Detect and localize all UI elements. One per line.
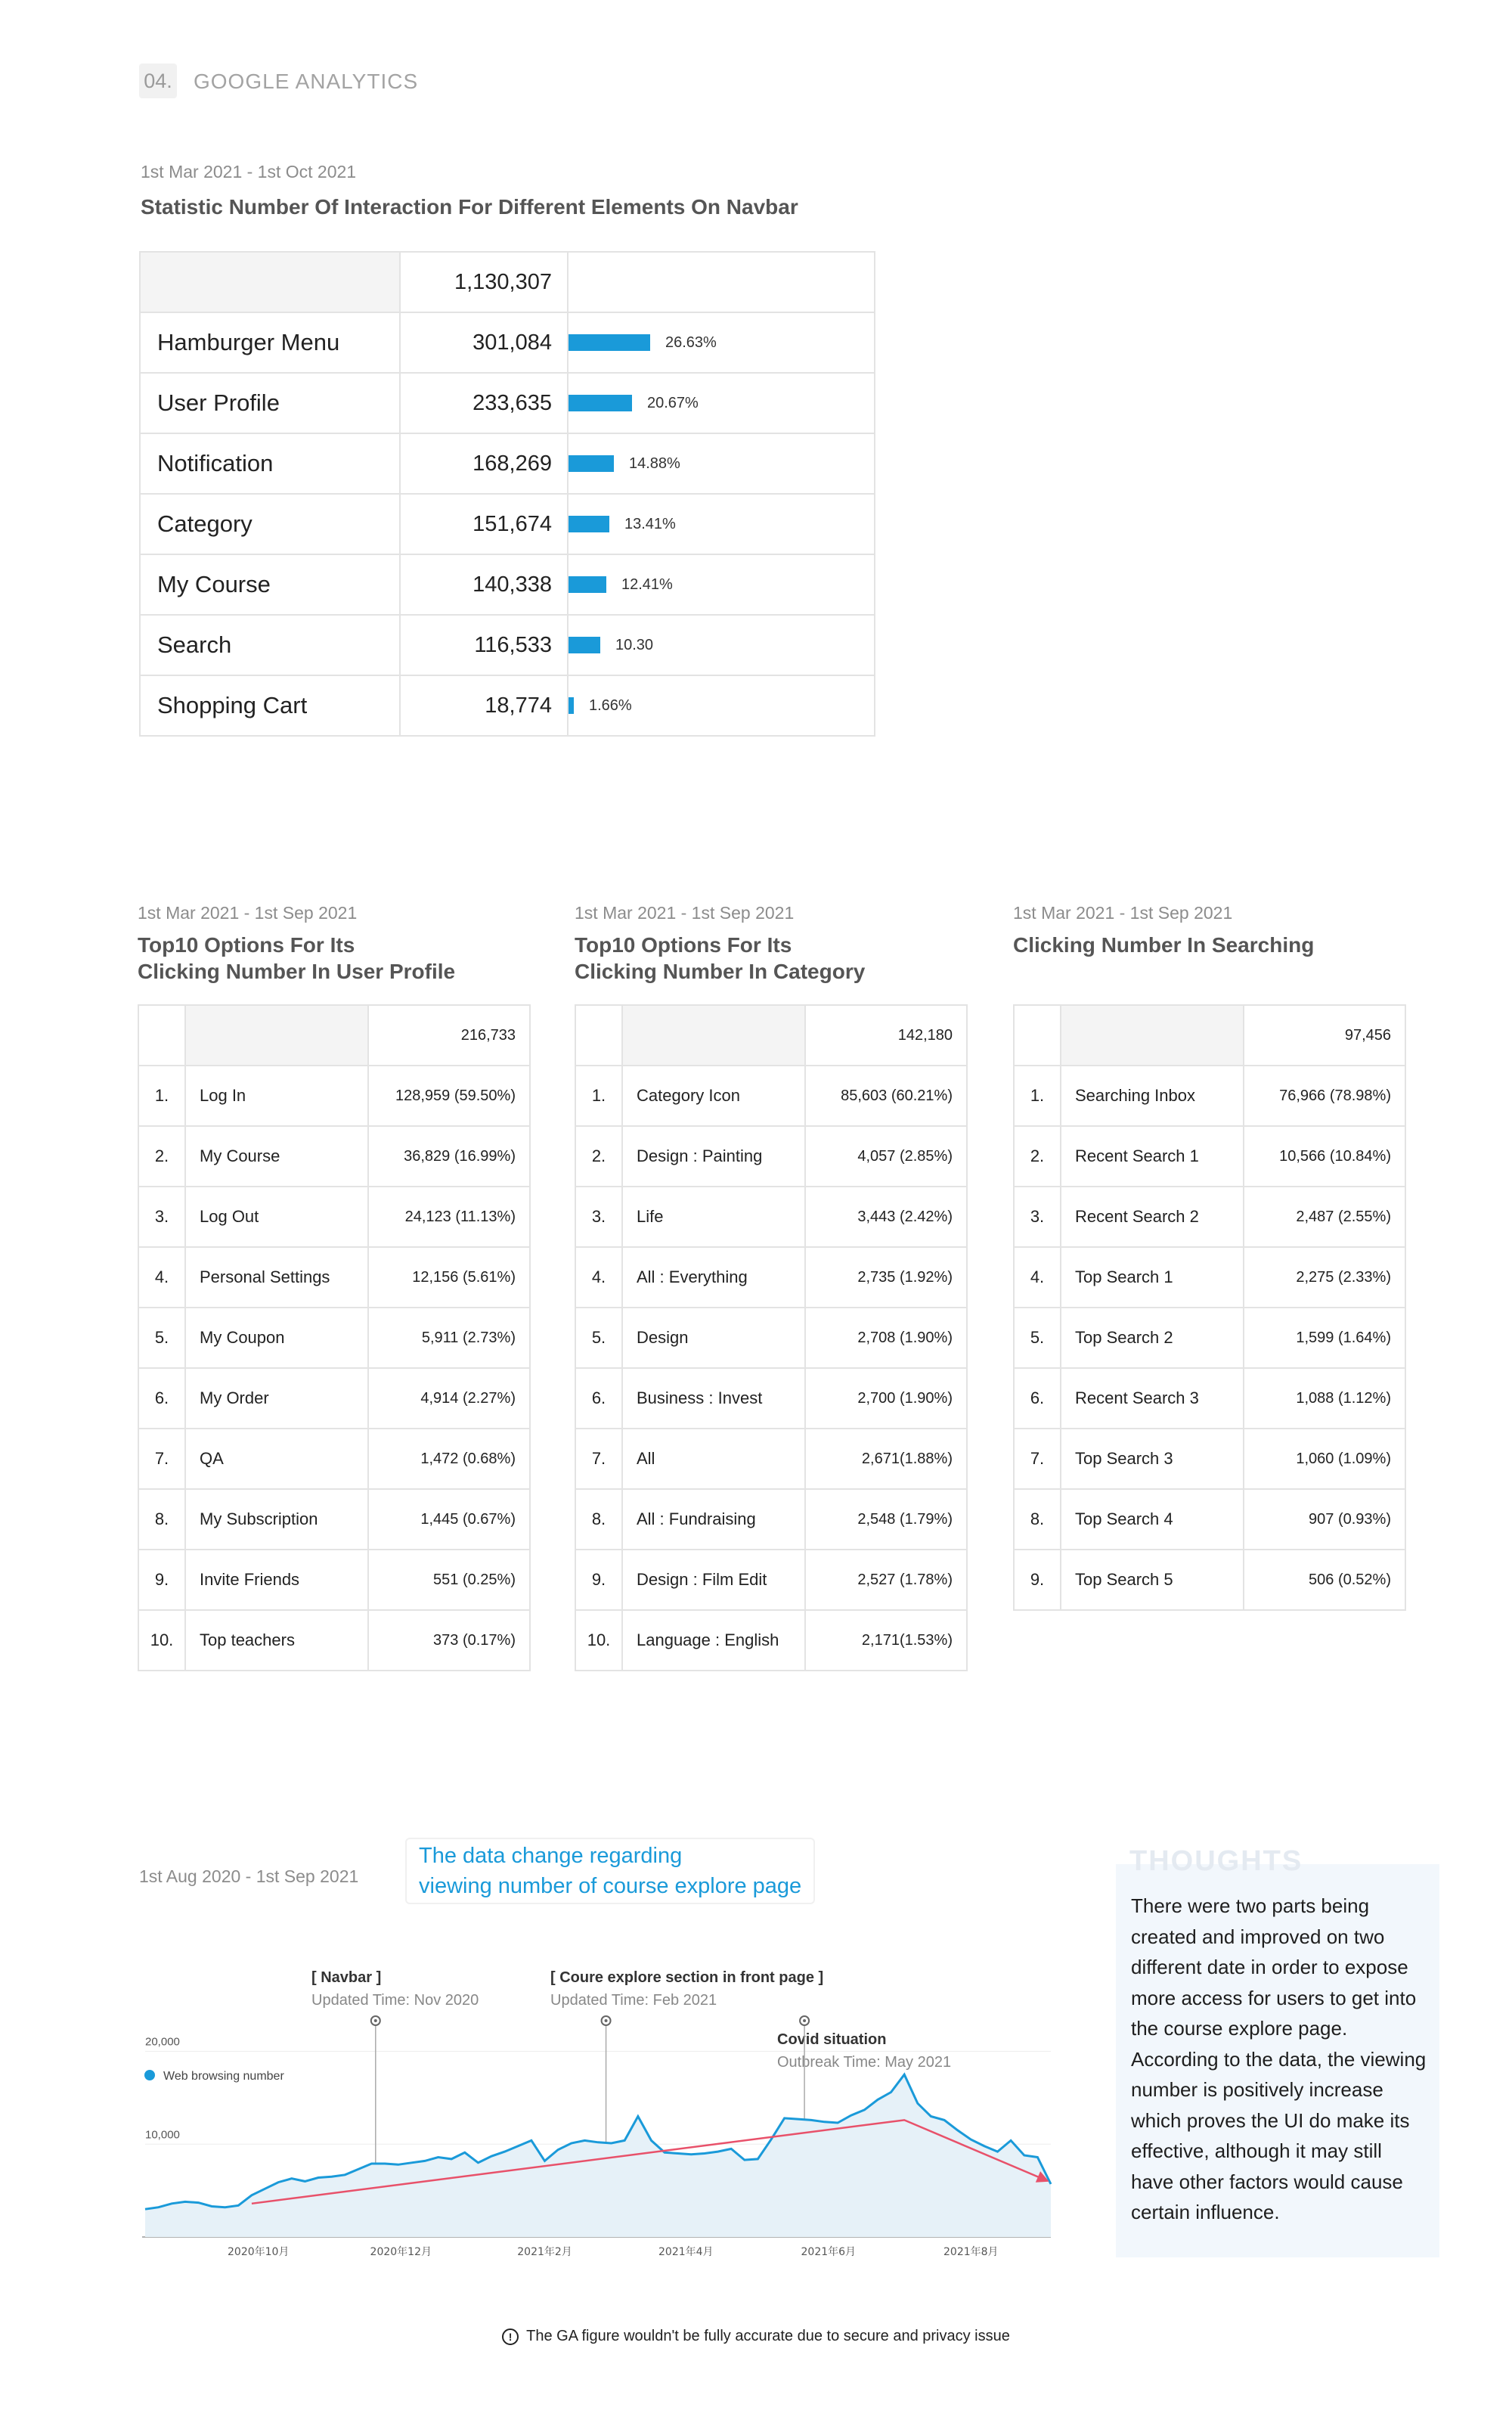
navbar-stats-table	[139, 251, 875, 737]
header-cell	[185, 1005, 368, 1066]
row-rank: 10.	[575, 1610, 622, 1671]
row-name: All : Everything	[622, 1247, 805, 1308]
table-row	[140, 494, 875, 554]
row-value: 1,445 (0.67%)	[368, 1489, 530, 1550]
row-name: Top Search 4	[1061, 1489, 1244, 1550]
row-rank: 8.	[138, 1489, 185, 1550]
legend-label: Web browsing number	[163, 2070, 284, 2083]
trend-line-chart	[129, 2012, 1066, 2269]
row-rank: 8.	[1014, 1489, 1061, 1550]
annotation-sub: Updated Time: Feb 2021	[550, 1992, 717, 2009]
row-name: Top Search 5	[1061, 1550, 1244, 1610]
row-value: 4,057 (2.85%)	[805, 1126, 967, 1187]
row-value: 1,599 (1.64%)	[1244, 1308, 1405, 1368]
trend-date: 1st Aug 2020 - 1st Sep 2021	[139, 1866, 359, 1886]
row-rank: 2.	[138, 1126, 185, 1187]
row-rank: 7.	[575, 1429, 622, 1489]
row-name: Business : Invest	[622, 1368, 805, 1429]
table-row	[1014, 1308, 1405, 1368]
row-bar-cell	[568, 312, 875, 373]
table-row	[575, 1187, 967, 1247]
row-value: 2,275 (2.33%)	[1244, 1247, 1405, 1308]
row-name: Design : Painting	[622, 1126, 805, 1187]
row-rank: 4.	[575, 1247, 622, 1308]
table-row	[138, 1308, 530, 1368]
row-name: All	[622, 1429, 805, 1489]
top-options-table-user-profile	[138, 1004, 531, 1671]
navbar-stats-date: 1st Mar 2021 - 1st Oct 2021	[141, 162, 357, 182]
row-name: All : Fundraising	[622, 1489, 805, 1550]
row-bar-cell	[568, 373, 875, 433]
table-row	[1014, 1429, 1405, 1489]
row-rank: 10.	[138, 1610, 185, 1671]
table-header-row	[138, 1005, 530, 1066]
row-rank: 4.	[1014, 1247, 1061, 1308]
row-rank: 7.	[1014, 1429, 1061, 1489]
table-row	[575, 1368, 967, 1429]
info-icon: !	[502, 2328, 519, 2345]
header-cell	[140, 252, 400, 312]
row-value: 233,635	[400, 373, 568, 433]
row-bar-cell	[568, 433, 875, 494]
row-label: Hamburger Menu	[140, 312, 400, 373]
table-row	[138, 1187, 530, 1247]
row-name: Searching Inbox	[1061, 1066, 1244, 1126]
row-rank: 9.	[1014, 1550, 1061, 1610]
table-row	[1014, 1066, 1405, 1126]
row-name: Personal Settings	[185, 1247, 368, 1308]
table-title	[575, 932, 865, 985]
row-value: 5,911 (2.73%)	[368, 1308, 530, 1368]
header-cell	[575, 1005, 622, 1066]
row-value: 24,123 (11.13%)	[368, 1187, 530, 1247]
table-title	[138, 932, 455, 985]
table-row	[138, 1489, 530, 1550]
row-name: Design	[622, 1308, 805, 1368]
row-name: Log Out	[185, 1187, 368, 1247]
row-value: 85,603 (60.21%)	[805, 1066, 967, 1126]
share-percent: 12.41%	[621, 576, 673, 593]
row-rank: 3.	[138, 1187, 185, 1247]
row-rank: 2.	[1014, 1126, 1061, 1187]
table-row	[140, 312, 875, 373]
row-name: Top Search 1	[1061, 1247, 1244, 1308]
row-value: 1,472 (0.68%)	[368, 1429, 530, 1489]
row-name: Life	[622, 1187, 805, 1247]
row-name: Design : Film Edit	[622, 1550, 805, 1610]
row-value: 373 (0.17%)	[368, 1610, 530, 1671]
thoughts-heading: THOUGHTS	[1129, 1845, 1303, 1877]
annotation-navbar	[311, 1966, 479, 2012]
row-value: 76,966 (78.98%)	[1244, 1066, 1405, 1126]
row-value: 3,443 (2.42%)	[805, 1187, 967, 1247]
row-name: Top teachers	[185, 1610, 368, 1671]
header-bar-cell	[568, 252, 875, 312]
row-rank: 5.	[138, 1308, 185, 1368]
table-title-line-1: Top10 Options For Its	[138, 933, 355, 957]
table-row	[1014, 1187, 1405, 1247]
y-tick-label: 10,000	[145, 2128, 180, 2142]
total-cell: 1,130,307	[400, 252, 568, 312]
table-row	[575, 1247, 967, 1308]
row-label: User Profile	[140, 373, 400, 433]
table-row	[1014, 1489, 1405, 1550]
row-value: 2,527 (1.78%)	[805, 1550, 967, 1610]
row-rank: 5.	[575, 1308, 622, 1368]
footnote-text: The GA figure wouldn't be fully accurate due to secure and privacy issue	[526, 2328, 1010, 2344]
row-name: Log In	[185, 1066, 368, 1126]
row-value: 12,156 (5.61%)	[368, 1247, 530, 1308]
table-header-row	[1014, 1005, 1405, 1066]
table-row	[575, 1066, 967, 1126]
table-title	[1013, 932, 1314, 958]
table-row	[575, 1308, 967, 1368]
share-percent: 13.41%	[624, 516, 676, 532]
top-options-table-category	[575, 1004, 968, 1671]
row-rank: 7.	[138, 1429, 185, 1489]
share-percent: 20.67%	[647, 395, 699, 411]
table-date: 1st Mar 2021 - 1st Sep 2021	[1013, 903, 1233, 923]
event-marker-dot	[374, 2019, 377, 2022]
annotation-sub: Updated Time: Nov 2020	[311, 1992, 479, 2009]
total-cell: 216,733	[368, 1005, 530, 1066]
row-name: My Coupon	[185, 1308, 368, 1368]
table-row	[575, 1550, 967, 1610]
row-label: Search	[140, 615, 400, 675]
share-percent: 14.88%	[629, 455, 680, 472]
annotation-head: [ Coure explore section in front page ]	[550, 1969, 824, 1986]
row-rank: 4.	[138, 1247, 185, 1308]
x-tick-label: 2021年6月	[801, 2246, 857, 2258]
table-title-line-1: Clicking Number In Searching	[1013, 933, 1315, 957]
table-row	[138, 1126, 530, 1187]
row-rank: 6.	[138, 1368, 185, 1429]
row-value: 151,674	[400, 494, 568, 554]
x-tick-label: 2021年4月	[658, 2246, 714, 2258]
row-value: 2,171(1.53%)	[805, 1610, 967, 1671]
row-name: Top Search 2	[1061, 1308, 1244, 1368]
table-row	[138, 1429, 530, 1489]
row-value: 4,914 (2.27%)	[368, 1368, 530, 1429]
annotation-head: Covid situation	[777, 2031, 887, 2048]
table-row	[138, 1247, 530, 1308]
row-name: Recent Search 1	[1061, 1126, 1244, 1187]
share-bar	[569, 576, 606, 593]
row-value: 168,269	[400, 433, 568, 494]
table-title-line-1: Top10 Options For Its	[575, 933, 792, 957]
table-row	[1014, 1126, 1405, 1187]
row-name: Recent Search 3	[1061, 1368, 1244, 1429]
share-percent: 26.63%	[665, 334, 717, 351]
table-row	[140, 554, 875, 615]
row-value: 551 (0.25%)	[368, 1550, 530, 1610]
row-bar-cell	[568, 675, 875, 736]
trend-title-line-1: The data change regarding	[419, 1844, 683, 1868]
table-row	[1014, 1368, 1405, 1429]
table-row	[138, 1610, 530, 1671]
annotation-sub: Outbreak Time: May 2021	[777, 2054, 952, 2071]
share-bar	[569, 697, 574, 714]
share-bar	[569, 637, 600, 653]
row-name: My Subscription	[185, 1489, 368, 1550]
y-tick-label: 20,000	[145, 2035, 180, 2049]
share-bar	[569, 395, 632, 411]
table-row	[140, 433, 875, 494]
share-bar	[569, 334, 650, 351]
footnote	[0, 2328, 1512, 2345]
row-name: Language : English	[622, 1610, 805, 1671]
x-tick-label: 2020年12月	[370, 2246, 432, 2258]
table-title-line-2: Clicking Number In User Profile	[138, 960, 456, 983]
table-row	[575, 1126, 967, 1187]
row-value: 10,566 (10.84%)	[1244, 1126, 1405, 1187]
table-date: 1st Mar 2021 - 1st Sep 2021	[575, 903, 795, 923]
table-row	[138, 1550, 530, 1610]
x-tick-label: 2020年10月	[228, 2246, 290, 2258]
row-rank: 1.	[575, 1066, 622, 1126]
event-marker-dot	[605, 2019, 608, 2022]
row-value: 301,084	[400, 312, 568, 373]
row-label: Shopping Cart	[140, 675, 400, 736]
table-row	[140, 675, 875, 736]
row-name: Top Search 3	[1061, 1429, 1244, 1489]
row-value: 506 (0.52%)	[1244, 1550, 1405, 1610]
row-bar-cell	[568, 494, 875, 554]
row-value: 128,959 (59.50%)	[368, 1066, 530, 1126]
row-rank: 2.	[575, 1126, 622, 1187]
table-row	[575, 1489, 967, 1550]
row-value: 18,774	[400, 675, 568, 736]
row-rank: 5.	[1014, 1308, 1061, 1368]
row-bar-cell	[568, 615, 875, 675]
header-cell	[1061, 1005, 1244, 1066]
share-bar	[569, 516, 609, 532]
row-name: My Course	[185, 1126, 368, 1187]
legend-dot-icon	[144, 2070, 155, 2080]
thoughts-text: There were two parts being created and improved on two different date in order to expose more access for users to get into the course explore page. According to the data, the viewing number is positively increase which proves the UI do make its effective, although it may still have other factors would cause certain influence.	[1131, 1894, 1427, 2223]
row-value: 2,735 (1.92%)	[805, 1247, 967, 1308]
row-rank: 3.	[1014, 1187, 1061, 1247]
row-value: 1,088 (1.12%)	[1244, 1368, 1405, 1429]
table-row	[140, 615, 875, 675]
table-row	[138, 1066, 530, 1126]
row-bar-cell	[568, 554, 875, 615]
trend-title-line-2: viewing number of course explore page	[419, 1874, 802, 1898]
row-value: 2,487 (2.55%)	[1244, 1187, 1405, 1247]
table-row	[1014, 1247, 1405, 1308]
row-value: 116,533	[400, 615, 568, 675]
row-label: Notification	[140, 433, 400, 494]
table-date: 1st Mar 2021 - 1st Sep 2021	[138, 903, 358, 923]
table-row	[575, 1429, 967, 1489]
table-header-row	[140, 252, 875, 312]
total-cell: 142,180	[805, 1005, 967, 1066]
row-value: 2,700 (1.90%)	[805, 1368, 967, 1429]
row-rank: 1.	[138, 1066, 185, 1126]
row-rank: 8.	[575, 1489, 622, 1550]
section-title: GOOGLE ANALYTICS	[194, 70, 419, 93]
row-rank: 9.	[138, 1550, 185, 1610]
navbar-stats-title: Statistic Number Of Interaction For Different Elements On Navbar	[141, 195, 798, 219]
table-row	[140, 373, 875, 433]
row-label: Category	[140, 494, 400, 554]
header-cell	[138, 1005, 185, 1066]
table-title-line-2: Clicking Number In Category	[575, 960, 866, 983]
trend-title	[419, 1841, 812, 1901]
row-name: Recent Search 2	[1061, 1187, 1244, 1247]
row-value: 2,548 (1.79%)	[805, 1489, 967, 1550]
row-rank: 6.	[1014, 1368, 1061, 1429]
header-cell	[622, 1005, 805, 1066]
event-marker-dot	[803, 2019, 806, 2022]
row-value: 140,338	[400, 554, 568, 615]
row-value: 2,708 (1.90%)	[805, 1308, 967, 1368]
table-row	[1014, 1550, 1405, 1610]
row-name: Invite Friends	[185, 1550, 368, 1610]
row-rank: 1.	[1014, 1066, 1061, 1126]
header-cell	[1014, 1005, 1061, 1066]
table-row	[138, 1368, 530, 1429]
annotation-head: [ Navbar ]	[311, 1969, 382, 1986]
row-name: Category Icon	[622, 1066, 805, 1126]
row-value: 2,671(1.88%)	[805, 1429, 967, 1489]
row-label: My Course	[140, 554, 400, 615]
share-bar	[569, 455, 614, 472]
x-tick-label: 2021年2月	[517, 2246, 572, 2258]
row-rank: 3.	[575, 1187, 622, 1247]
row-rank: 9.	[575, 1550, 622, 1610]
row-name: My Order	[185, 1368, 368, 1429]
row-value: 907 (0.93%)	[1244, 1489, 1405, 1550]
share-percent: 10.30	[615, 637, 654, 653]
annotation-course-section	[550, 1966, 823, 2012]
table-row	[575, 1610, 967, 1671]
row-rank: 6.	[575, 1368, 622, 1429]
table-header-row	[575, 1005, 967, 1066]
row-name: QA	[185, 1429, 368, 1489]
x-tick-label: 2021年8月	[943, 2246, 999, 2258]
share-percent: 1.66%	[589, 697, 632, 714]
row-value: 1,060 (1.09%)	[1244, 1429, 1405, 1489]
section-number: 04.	[139, 64, 177, 98]
total-cell: 97,456	[1244, 1005, 1405, 1066]
top-options-table-searching	[1013, 1004, 1406, 1611]
row-value: 36,829 (16.99%)	[368, 1126, 530, 1187]
